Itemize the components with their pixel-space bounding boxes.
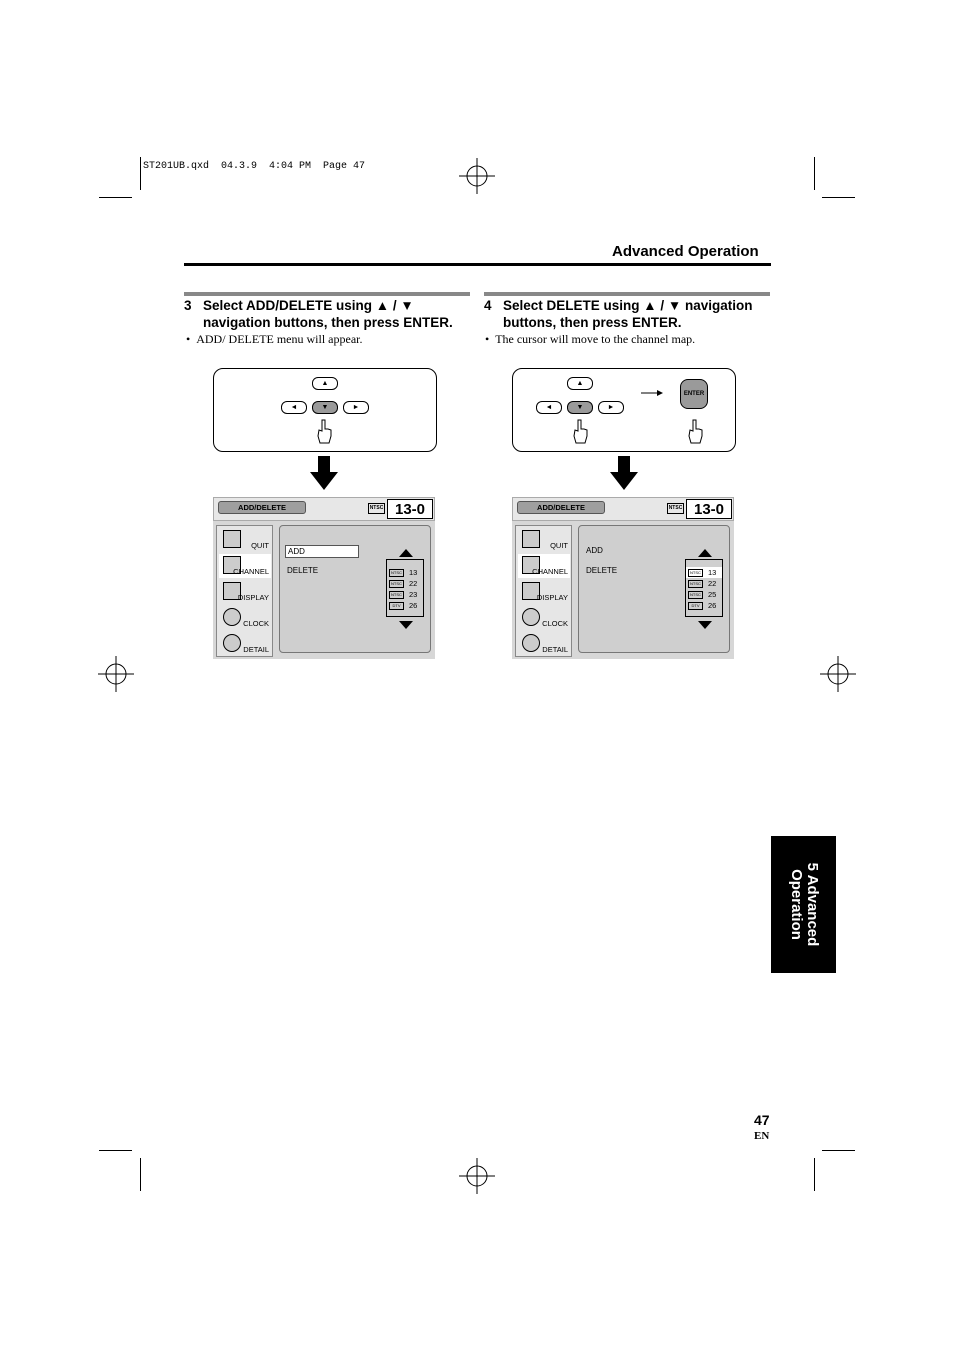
clock-icon <box>522 608 540 626</box>
crop-mark <box>140 157 141 190</box>
step-text <box>203 297 453 331</box>
channel-num: 13 <box>708 568 717 577</box>
left-button[interactable]: ◄ <box>281 401 307 414</box>
down-arrow-icon <box>310 456 338 490</box>
channel-badge: NTSC <box>688 569 703 577</box>
menu-label: CLOCK <box>542 619 568 628</box>
channel-badge: DTV <box>389 602 404 610</box>
channel-badge: NTSC <box>389 569 404 577</box>
channel-badge: DTV <box>688 602 703 610</box>
magnifier-icon <box>522 634 540 652</box>
scroll-down-icon[interactable] <box>698 621 712 629</box>
channel-num: 25 <box>708 590 717 599</box>
menu-item-quit[interactable] <box>219 528 271 552</box>
section-title: Advanced Operation <box>612 243 759 260</box>
clock-icon <box>223 608 241 626</box>
right-button[interactable]: ► <box>343 401 369 414</box>
page-language: EN <box>754 1130 770 1142</box>
option-add[interactable]: ADD <box>285 545 359 558</box>
down-button[interactable]: ▼ <box>567 401 593 414</box>
channel-row[interactable] <box>686 567 722 578</box>
channel-num: 26 <box>409 601 418 610</box>
menu-item-detail[interactable] <box>219 632 271 656</box>
page-number: 47 <box>754 1112 770 1128</box>
side-menu <box>216 525 273 657</box>
crop-mark <box>99 197 132 198</box>
crop-mark <box>814 157 815 190</box>
channel-row[interactable] <box>686 578 722 589</box>
channel-number: 13-0 <box>387 499 433 519</box>
channel-num: 22 <box>708 579 717 588</box>
step-bar <box>184 292 470 296</box>
channel-row[interactable] <box>387 600 423 611</box>
crop-mark <box>822 1150 855 1151</box>
menu-label: QUIT <box>251 541 269 550</box>
pointing-hand-icon <box>571 419 589 445</box>
channel-num: 26 <box>708 601 717 610</box>
header-rule <box>184 263 771 266</box>
chapter-tab-label: 5 Advanced Operation <box>788 862 821 947</box>
menu-label: QUIT <box>550 541 568 550</box>
channel-badge: NTSC <box>389 591 404 599</box>
crop-mark <box>814 1158 815 1191</box>
step-line: navigation buttons, then press ENTER. <box>203 315 453 330</box>
options-panel <box>279 525 431 653</box>
bullet-text: ADD/ DELETE menu will appear. <box>196 332 363 346</box>
menu-label: DETAIL <box>243 645 269 654</box>
channel-badge: NTSC <box>389 580 404 588</box>
channel-list <box>685 559 723 617</box>
step-line: Select DELETE using ▲ / ▼ navigation <box>503 298 753 313</box>
arrow-right-icon <box>641 389 663 397</box>
step-text <box>503 297 753 331</box>
menu-label: DISPLAY <box>536 593 568 602</box>
magnifier-icon <box>223 634 241 652</box>
pointing-hand-icon <box>686 419 704 445</box>
step-4-bullet: • The cursor will move to the channel map. <box>485 332 696 346</box>
option-delete[interactable]: DELETE <box>287 566 319 575</box>
menu-item-display[interactable] <box>219 580 271 604</box>
menu-label: DISPLAY <box>237 593 269 602</box>
step-bar <box>484 292 770 296</box>
menu-label: CHANNEL <box>532 567 568 576</box>
channel-row[interactable] <box>387 567 423 578</box>
remote-illustration <box>512 368 736 452</box>
channel-badge: NTSC <box>688 580 703 588</box>
option-add[interactable]: ADD <box>586 546 603 555</box>
channel-badge: NTSC <box>688 591 703 599</box>
screen-header <box>512 497 734 521</box>
tv-screen <box>213 497 435 659</box>
side-menu <box>515 525 572 657</box>
screen-header <box>213 497 435 521</box>
pointing-hand-icon <box>315 419 333 445</box>
remote-illustration <box>213 368 437 452</box>
channel-list <box>386 559 424 617</box>
scroll-up-icon[interactable] <box>698 549 712 557</box>
menu-item-display[interactable] <box>518 580 570 604</box>
menu-item-clock[interactable] <box>219 606 271 630</box>
step-number: 3 <box>184 298 192 313</box>
menu-item-detail[interactable] <box>518 632 570 656</box>
registration-mark-icon <box>459 1158 495 1194</box>
channel-num: 13 <box>409 568 418 577</box>
menu-label: DETAIL <box>542 645 568 654</box>
door-icon <box>223 530 241 548</box>
bullet-text: The cursor will move to the channel map. <box>495 332 696 346</box>
options-panel <box>578 525 730 653</box>
down-button[interactable]: ▼ <box>312 401 338 414</box>
registration-mark-icon <box>820 656 856 692</box>
channel-row[interactable] <box>387 578 423 589</box>
right-button[interactable]: ► <box>598 401 624 414</box>
menu-label: CHANNEL <box>233 567 269 576</box>
up-button[interactable]: ▲ <box>567 377 593 390</box>
menu-label: CLOCK <box>243 619 269 628</box>
menu-item-channel[interactable] <box>518 554 570 578</box>
door-icon <box>522 530 540 548</box>
tab-add-delete[interactable]: ADD/DELETE <box>218 501 306 514</box>
step-line: buttons, then press ENTER. <box>503 315 682 330</box>
channel-row[interactable] <box>686 600 722 611</box>
file-info: ST201UB.qxd 04.3.9 4:04 PM Page 47 <box>143 161 366 172</box>
crop-mark <box>140 1158 141 1191</box>
step-number: 4 <box>484 298 492 313</box>
channel-num: 23 <box>409 590 418 599</box>
channel-number: 13-0 <box>686 499 732 519</box>
channel-row[interactable] <box>387 589 423 600</box>
ntsc-badge: NTSC <box>368 503 385 514</box>
tv-screen <box>512 497 734 659</box>
down-arrow-icon <box>610 456 638 490</box>
tab-add-delete[interactable]: ADD/DELETE <box>517 501 605 514</box>
menu-item-quit[interactable] <box>518 528 570 552</box>
step-line: Select ADD/DELETE using ▲ / ▼ <box>203 298 414 313</box>
menu-item-clock[interactable] <box>518 606 570 630</box>
channel-row[interactable] <box>686 589 722 600</box>
registration-mark-icon <box>98 656 134 692</box>
crop-mark <box>99 1150 132 1151</box>
scroll-up-icon[interactable] <box>399 549 413 557</box>
left-button[interactable]: ◄ <box>536 401 562 414</box>
menu-item-channel[interactable] <box>219 554 271 578</box>
up-button[interactable]: ▲ <box>312 377 338 390</box>
scroll-down-icon[interactable] <box>399 621 413 629</box>
step-3-bullet: • ADD/ DELETE menu will appear. <box>186 332 363 346</box>
ntsc-badge: NTSC <box>667 503 684 514</box>
option-delete[interactable]: DELETE <box>586 566 618 575</box>
channel-num: 22 <box>409 579 418 588</box>
crop-mark <box>822 197 855 198</box>
enter-button[interactable]: ENTER <box>680 379 708 409</box>
registration-mark-icon <box>459 158 495 194</box>
